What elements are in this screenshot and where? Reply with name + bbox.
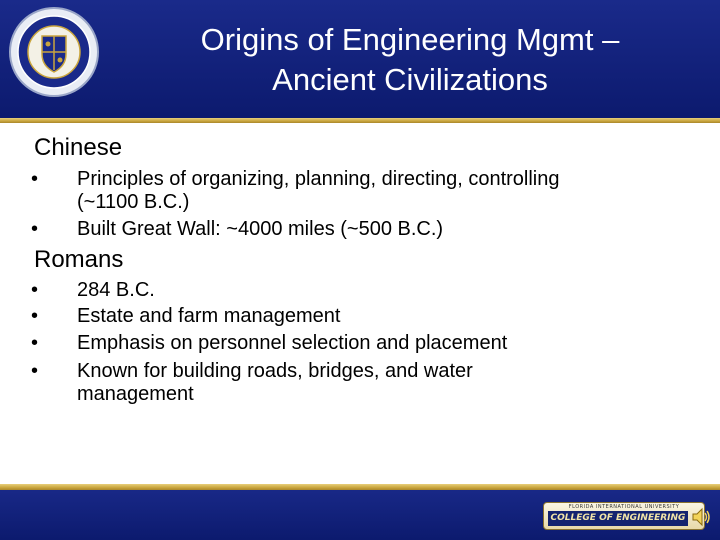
slide-title-line-1: Origins of Engineering Mgmt – [200, 22, 620, 57]
speaker-icon[interactable] [690, 506, 712, 528]
bullet-marker: • [31, 305, 39, 327]
section-heading-romans: Romans [34, 246, 124, 273]
list-item-line: 284 B.C. [77, 279, 155, 301]
college-logo [543, 502, 705, 530]
list-item-line: Principles of organizing, planning, directing, controlling [77, 168, 560, 190]
list-item-line: Emphasis on personnel selection and placement [77, 332, 508, 354]
bullet-marker: • [31, 360, 39, 382]
list-item-line: Built Great Wall: ~4000 miles (~500 B.C.) [77, 218, 444, 240]
logo-university-text: FLORIDA INTERNATIONAL UNIVERSITY [568, 504, 680, 510]
list-item-line: Known for building roads, bridges, and water [77, 360, 473, 382]
header-gold-band [0, 118, 720, 123]
bullet-marker: • [31, 168, 39, 190]
logo-college-text: COLLEGE OF ENGINEERING [548, 511, 688, 526]
list-item-line: management [77, 383, 194, 405]
slide-title [110, 20, 710, 100]
slide-title-line-2: Ancient Civilizations [272, 62, 548, 97]
list-item-line: (~1100 B.C.) [77, 191, 190, 213]
list-item-line: Estate and farm management [77, 305, 341, 327]
bullet-marker: • [31, 218, 39, 240]
bullet-marker: • [31, 279, 39, 301]
section-heading-chinese: Chinese [34, 134, 123, 161]
bullet-marker: • [31, 332, 39, 354]
university-seal-icon [8, 6, 100, 98]
footer-gold-band [0, 484, 720, 490]
